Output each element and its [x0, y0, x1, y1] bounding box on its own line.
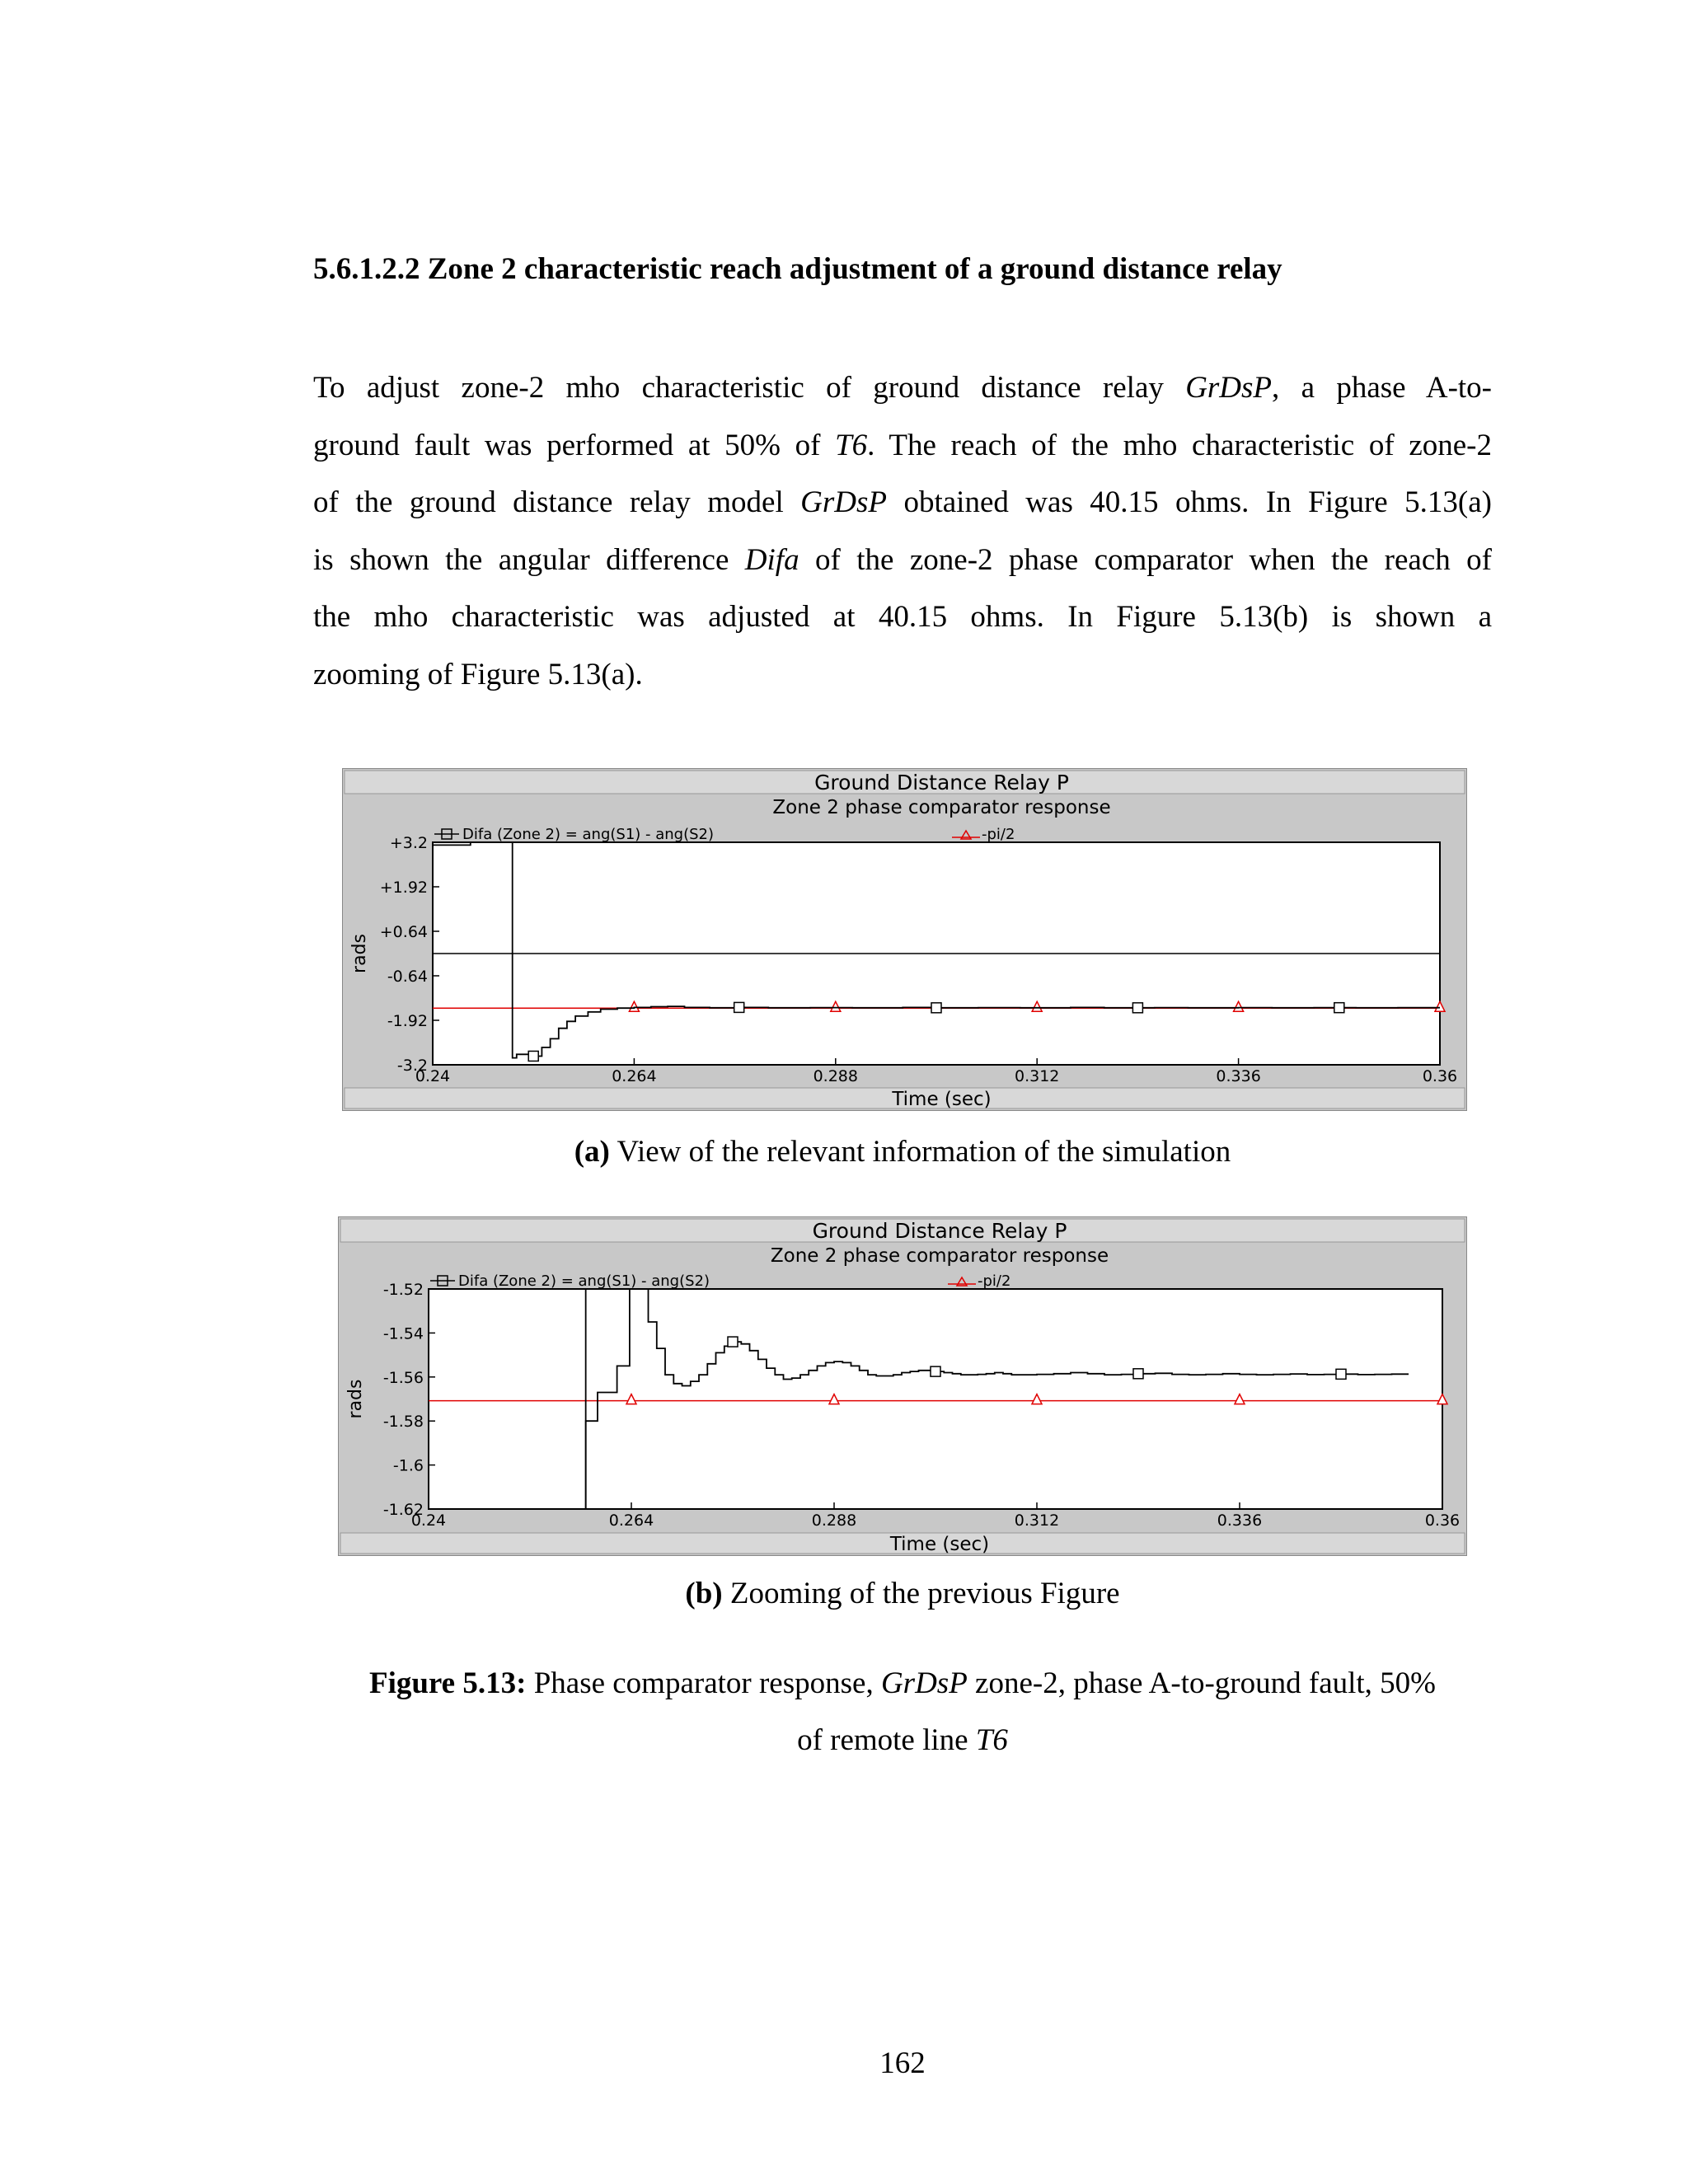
caption-text: Zooming of the previous Figure — [722, 1577, 1120, 1610]
x-tick-label: 0.36 — [1424, 1511, 1461, 1530]
x-axis-label: Time (sec) — [889, 1534, 990, 1555]
y-tick-label: +1.92 — [379, 879, 428, 897]
x-tick-label: 0.336 — [1216, 1067, 1261, 1085]
text-run: Phase comparator response, — [526, 1666, 881, 1700]
y-tick-label: -1.54 — [382, 1324, 424, 1343]
series-marker-difa — [734, 1002, 744, 1012]
series-marker-difa — [1334, 1003, 1344, 1013]
body-paragraph — [313, 359, 1492, 703]
caption-label: (b) — [685, 1577, 723, 1610]
text-run-italic: GrDsP — [800, 485, 888, 519]
series-marker-difa — [528, 1051, 538, 1061]
x-tick-label: 0.336 — [1217, 1511, 1263, 1530]
series-marker-difa — [931, 1366, 940, 1376]
y-tick-label: -1.52 — [382, 1281, 424, 1299]
section-heading: 5.6.1.2.2 Zone 2 characteristic reach adjustment of a ground distance relay — [313, 252, 1282, 286]
figure-label: Figure 5.13: — [368, 1666, 527, 1700]
text-run-italic: T6 — [835, 428, 868, 462]
x-axis-label: Time (sec) — [892, 1089, 992, 1110]
chart-b — [338, 1216, 1467, 1556]
x-tick-label: 0.24 — [415, 1067, 451, 1085]
y-tick-label: -1.92 — [387, 1012, 428, 1030]
x-tick-label: 0.312 — [1014, 1067, 1060, 1085]
text-run: . The reach of the mho characteristic of zone-2 — [867, 428, 1492, 462]
caption-a — [0, 1134, 1688, 1169]
text-run: of remote line — [797, 1723, 976, 1757]
text-run-italic: Difa — [744, 542, 799, 577]
chart-subtitle: Zone 2 phase comparator response — [770, 1245, 1109, 1267]
caption-text: View of the relevant information of the simulation — [609, 1135, 1231, 1169]
y-tick-label: -1.62 — [382, 1501, 424, 1519]
x-tick-label: 0.264 — [612, 1067, 657, 1085]
text-run: zone-2, phase A-to-ground fault, 50% — [967, 1666, 1437, 1700]
series-marker-difa — [1133, 1369, 1143, 1379]
paragraph-line: the mho characteristic was adjusted at 40.15 ohms. In Figure 5.13(b) is shown a — [313, 600, 1492, 634]
series-marker-difa — [728, 1337, 738, 1347]
text-run: , a phase A-to- — [1272, 371, 1492, 405]
paragraph-line: zooming of Figure 5.13(a). — [313, 657, 643, 691]
chart-title: Ground Distance Relay P — [814, 771, 1069, 794]
figure-caption-line — [313, 1712, 1492, 1769]
caption-label: (a) — [574, 1135, 610, 1169]
text-run-italic: T6 — [975, 1723, 1008, 1757]
caption-b — [0, 1576, 1688, 1611]
y-tick-label: -1.58 — [382, 1413, 424, 1432]
x-tick-label: 0.312 — [1014, 1511, 1060, 1530]
text-run: To adjust zone-2 mho characteristic of ground distance relay — [313, 371, 1186, 405]
paragraph-line — [313, 474, 1492, 532]
chart-title: Ground Distance Relay P — [812, 1219, 1067, 1243]
legend-label-ref: -pi/2 — [978, 1272, 1011, 1290]
x-tick-label: 0.288 — [813, 1067, 859, 1085]
x-tick-label: 0.36 — [1422, 1067, 1458, 1085]
y-axis-label: rads — [345, 1379, 366, 1419]
text-run: is shown the angular difference — [313, 542, 745, 577]
text-run: of the ground distance relay model — [313, 485, 801, 519]
y-axis-label: rads — [349, 934, 370, 973]
series-marker-difa — [931, 1003, 941, 1013]
x-tick-label: 0.24 — [410, 1511, 447, 1530]
text-run: of the zone-2 phase comparator when the reach of — [799, 542, 1492, 577]
y-tick-label: -1.56 — [382, 1368, 424, 1387]
series-marker-difa — [1132, 1003, 1142, 1013]
figure-caption-line — [313, 1655, 1492, 1712]
chart-a — [342, 768, 1467, 1111]
legend-label-difa: Difa (Zone 2) = ang(S1) - ang(S2) — [458, 1272, 710, 1290]
x-tick-label: 0.264 — [608, 1511, 654, 1530]
plot-area — [429, 1289, 1442, 1509]
y-tick-label: +3.2 — [389, 834, 428, 852]
text-run-italic: GrDsP — [880, 1666, 968, 1700]
x-tick-label: 0.288 — [811, 1511, 857, 1530]
page-number: 162 — [879, 2046, 926, 2080]
legend-label-ref: -pi/2 — [982, 826, 1015, 843]
paragraph-line — [313, 532, 1492, 589]
text-run: obtained was 40.15 ohms. In Figure 5.13(a) — [887, 485, 1492, 519]
series-marker-difa — [1336, 1369, 1346, 1379]
y-tick-label: +0.64 — [379, 923, 428, 941]
legend-label-difa: Difa (Zone 2) = ang(S1) - ang(S2) — [462, 826, 715, 843]
text-run-italic: GrDsP — [1185, 371, 1273, 405]
y-tick-label: -1.6 — [392, 1456, 424, 1475]
y-tick-label: -0.64 — [387, 968, 428, 986]
text-run: ground fault was performed at 50% of — [313, 428, 836, 462]
chart-subtitle: Zone 2 phase comparator response — [772, 797, 1111, 818]
figure-caption — [313, 1655, 1492, 1769]
paragraph-line — [313, 417, 1492, 475]
paragraph-line — [313, 359, 1492, 417]
y-tick-label: -3.2 — [396, 1057, 428, 1075]
